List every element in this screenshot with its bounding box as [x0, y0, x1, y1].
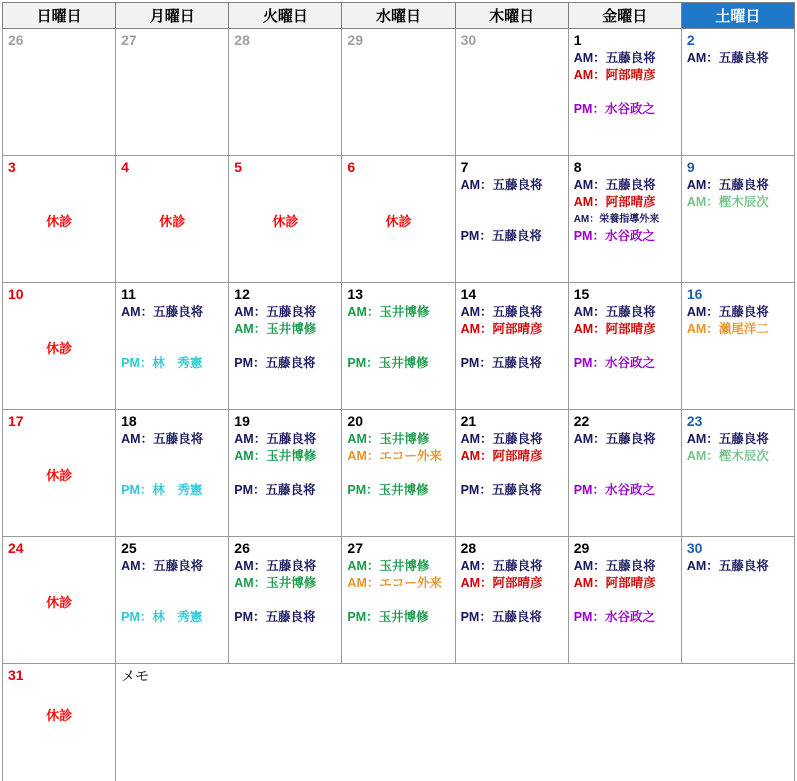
day-number: 18: [121, 413, 137, 429]
calendar-event: AM：阿部晴彦: [460, 322, 543, 336]
calendar-week-row: [3, 410, 795, 537]
calendar-event: AM：五藤良将: [460, 432, 543, 446]
calendar-day-cell[interactable]: [229, 537, 342, 664]
event-spacer: [347, 321, 449, 338]
weekday-header-row: [3, 3, 795, 29]
rest-day-label: 休診: [46, 468, 73, 483]
weekday-header-monday: 月曜日: [116, 3, 229, 29]
calendar-event: PM：五藤良将: [460, 610, 542, 624]
day-number: 28: [460, 540, 477, 556]
calendar-day-cell[interactable]: [342, 156, 455, 283]
event-spacer: [121, 321, 223, 338]
event-spacer: [121, 592, 223, 609]
weekday-header-sunday: 日曜日: [3, 3, 116, 29]
day-number: 16: [686, 286, 703, 302]
calendar-day-cell[interactable]: [342, 537, 455, 664]
event-spacer: [347, 338, 449, 355]
calendar-day-cell[interactable]: [3, 537, 116, 664]
calendar-day-cell[interactable]: [229, 283, 342, 410]
calendar-day-cell[interactable]: [568, 156, 681, 283]
calendar-event: PM：水谷政之: [573, 483, 655, 497]
event-spacer: [347, 592, 449, 609]
calendar-event: AM：エコー外来: [347, 576, 442, 590]
calendar-event: AM：玉井博修: [234, 576, 317, 590]
calendar-event: PM：水谷政之: [573, 102, 655, 116]
weekday-header-friday: 金曜日: [568, 3, 681, 29]
calendar-event: AM：五藤良将: [686, 559, 769, 573]
calendar-event: AM：五藤良将: [573, 559, 656, 573]
rest-day-label: 休診: [46, 595, 73, 610]
calendar-event: AM：五藤良将: [573, 432, 656, 446]
calendar-event: AM：瀨尾洋二: [686, 322, 769, 336]
calendar-day-cell[interactable]: [681, 283, 794, 410]
calendar-event: PM：玉井博修: [347, 356, 429, 370]
calendar-event: AM：阿部晴彦: [573, 195, 656, 209]
calendar-event: AM：五藤良将: [460, 305, 543, 319]
calendar-event: AM：玉井博修: [234, 322, 317, 336]
rest-day-label: 休診: [46, 341, 73, 356]
calendar-day-cell[interactable]: [455, 29, 568, 156]
calendar-event: AM：玉井博修: [347, 432, 430, 446]
calendar-day-cell[interactable]: [455, 156, 568, 283]
day-number: 17: [8, 413, 24, 429]
day-number: 3: [8, 159, 16, 175]
weekday-header-tuesday: 火曜日: [229, 3, 342, 29]
event-spacer: [461, 211, 563, 228]
rest-day-label: 休診: [46, 214, 73, 229]
calendar-event: AM：阿部晴彦: [460, 449, 543, 463]
day-number: 1: [573, 32, 582, 48]
calendar-day-cell[interactable]: [568, 29, 681, 156]
calendar-event: AM：五藤良将: [121, 559, 204, 573]
day-number: 15: [573, 286, 590, 302]
calendar-day-cell[interactable]: [3, 664, 116, 781]
calendar-event: AM：五藤良将: [234, 305, 317, 319]
day-number: 29: [347, 32, 363, 48]
calendar-event: AM：阿部晴彦: [573, 322, 656, 336]
calendar-event: AM：五藤良将: [686, 305, 769, 319]
day-number: 22: [573, 413, 590, 429]
day-number: 27: [347, 540, 363, 556]
day-number: 14: [460, 286, 477, 302]
day-number: 26: [8, 32, 24, 48]
calendar-event: PM：水谷政之: [573, 229, 655, 243]
event-spacer: [121, 465, 223, 482]
calendar-day-cell[interactable]: [3, 29, 116, 156]
calendar-event: AM：玉井博修: [347, 559, 430, 573]
calendar-day-cell[interactable]: [116, 156, 229, 283]
day-number: 30: [460, 32, 477, 48]
event-spacer: [574, 448, 676, 465]
calendar-day-cell[interactable]: [455, 283, 568, 410]
calendar-event: AM：五藤良将: [460, 559, 543, 573]
event-spacer: [461, 592, 563, 609]
calendar-event: AM：五藤良将: [686, 51, 769, 65]
day-number: 8: [573, 159, 582, 175]
calendar-table: [2, 2, 795, 781]
calendar-day-cell[interactable]: [342, 29, 455, 156]
calendar-event: PM：五藤良将: [234, 483, 316, 497]
day-number: 2: [686, 32, 695, 48]
rest-day-label: 休診: [159, 214, 186, 229]
day-number: 24: [8, 540, 24, 556]
calendar-week-row: [3, 29, 795, 156]
calendar-day-cell[interactable]: [229, 410, 342, 537]
calendar-day-cell[interactable]: [116, 283, 229, 410]
calendar-day-cell[interactable]: [116, 29, 229, 156]
calendar-day-cell[interactable]: [116, 537, 229, 664]
day-number: 6: [347, 159, 356, 175]
event-spacer: [461, 194, 563, 211]
calendar-event: AM：五藤良将: [121, 432, 204, 446]
calendar-week-row: [3, 156, 795, 283]
day-number: 26: [234, 540, 250, 556]
calendar-event: AM：樫木辰次: [686, 449, 769, 463]
calendar-event: PM：玉井博修: [347, 610, 429, 624]
calendar-event: AM：五藤良将: [234, 432, 317, 446]
calendar-day-cell[interactable]: [342, 283, 455, 410]
calendar-event: AM：五藤良将: [234, 559, 317, 573]
calendar-event: AM：玉井博修: [347, 305, 430, 319]
day-number: 13: [347, 286, 363, 302]
day-number: 12: [234, 286, 250, 302]
calendar-day-cell[interactable]: [681, 29, 794, 156]
calendar-week-row: [3, 537, 795, 664]
day-number: 23: [686, 413, 703, 429]
calendar-event: PM：林 秀憲: [121, 610, 203, 624]
day-number: 10: [8, 286, 24, 302]
event-spacer: [461, 465, 563, 482]
calendar-last-row: [3, 664, 795, 781]
weekday-header-thursday: 木曜日: [455, 3, 568, 29]
calendar-day-cell[interactable]: [568, 537, 681, 664]
calendar-event: AM：阿部晴彦: [573, 68, 656, 82]
day-number: 11: [121, 286, 136, 302]
weekday-header-wednesday: 水曜日: [342, 3, 455, 29]
calendar-event: PM：林 秀憲: [121, 483, 203, 497]
calendar-day-cell[interactable]: [681, 156, 794, 283]
calendar-event: AM：樫木辰次: [686, 195, 769, 209]
calendar-body: [3, 29, 795, 781]
calendar-event: AM：五藤良将: [686, 432, 769, 446]
rest-day-label: 休診: [46, 708, 73, 723]
day-number: 19: [234, 413, 250, 429]
calendar-event: PM：玉井博修: [347, 483, 429, 497]
day-number: 20: [347, 413, 363, 429]
calendar-event: AM：玉井博修: [234, 449, 317, 463]
calendar-event: PM：五藤良将: [460, 483, 542, 497]
calendar-event: AM：五藤良将: [573, 305, 656, 319]
event-spacer: [121, 338, 223, 355]
calendar-day-cell[interactable]: [3, 283, 116, 410]
event-spacer: [574, 338, 676, 355]
calendar-day-cell[interactable]: [681, 410, 794, 537]
calendar-day-cell[interactable]: [3, 410, 116, 537]
calendar-day-cell[interactable]: [3, 156, 116, 283]
day-number: 5: [234, 159, 243, 175]
calendar-event: AM：五藤良将: [573, 51, 656, 65]
event-spacer: [234, 338, 336, 355]
calendar-day-cell[interactable]: [229, 29, 342, 156]
day-number: 9: [686, 159, 695, 175]
calendar-event: PM：五藤良将: [460, 356, 542, 370]
day-number: 30: [686, 540, 703, 556]
day-number: 31: [8, 667, 24, 683]
day-number: 25: [121, 540, 137, 556]
memo-area[interactable]: [116, 664, 795, 781]
calendar-event: AM：五藤良将: [686, 178, 769, 192]
day-number: 4: [121, 159, 129, 175]
event-spacer: [461, 338, 563, 355]
day-number: 27: [121, 32, 137, 48]
calendar-event: AM：五藤良将: [573, 178, 656, 192]
event-spacer: [234, 465, 336, 482]
calendar-day-cell[interactable]: [681, 537, 794, 664]
day-number: 28: [234, 32, 250, 48]
calendar-event: AM：阿部晴彦: [460, 576, 543, 590]
calendar-event: AM：エコー外来: [347, 449, 442, 463]
calendar-event: PM：水谷政之: [573, 610, 655, 624]
weekday-header-saturday: 土曜日: [681, 3, 794, 29]
calendar-event: PM：林 秀憲: [121, 356, 203, 370]
calendar-day-cell[interactable]: [342, 410, 455, 537]
memo-label: メモ: [121, 668, 150, 684]
calendar-event: AM：五藤良将: [460, 178, 543, 192]
calendar-day-cell[interactable]: [116, 410, 229, 537]
calendar-day-cell[interactable]: [455, 537, 568, 664]
calendar-event: PM：五藤良将: [460, 229, 542, 243]
calendar-event: PM：五藤良将: [234, 356, 316, 370]
event-spacer: [121, 448, 223, 465]
calendar-day-cell[interactable]: [568, 283, 681, 410]
event-spacer: [347, 465, 449, 482]
event-spacer: [574, 592, 676, 609]
event-spacer: [121, 575, 223, 592]
day-number: 29: [573, 540, 590, 556]
rest-day-label: 休診: [272, 214, 299, 229]
calendar-event: AM：阿部晴彦: [573, 576, 656, 590]
calendar-event: AM：五藤良将: [121, 305, 204, 319]
calendar-event: PM：水谷政之: [573, 356, 655, 370]
calendar-day-cell[interactable]: [229, 156, 342, 283]
event-spacer: [234, 592, 336, 609]
calendar-day-cell[interactable]: [455, 410, 568, 537]
calendar-week-row: [3, 283, 795, 410]
event-spacer: [574, 465, 676, 482]
day-number: 21: [460, 413, 477, 429]
calendar-day-cell[interactable]: [568, 410, 681, 537]
rest-day-label: 休診: [385, 214, 412, 229]
calendar-event: AM：栄養指導外来: [573, 214, 660, 225]
event-spacer: [574, 84, 676, 101]
day-number: 7: [460, 159, 469, 175]
calendar-event: PM：五藤良将: [234, 610, 316, 624]
